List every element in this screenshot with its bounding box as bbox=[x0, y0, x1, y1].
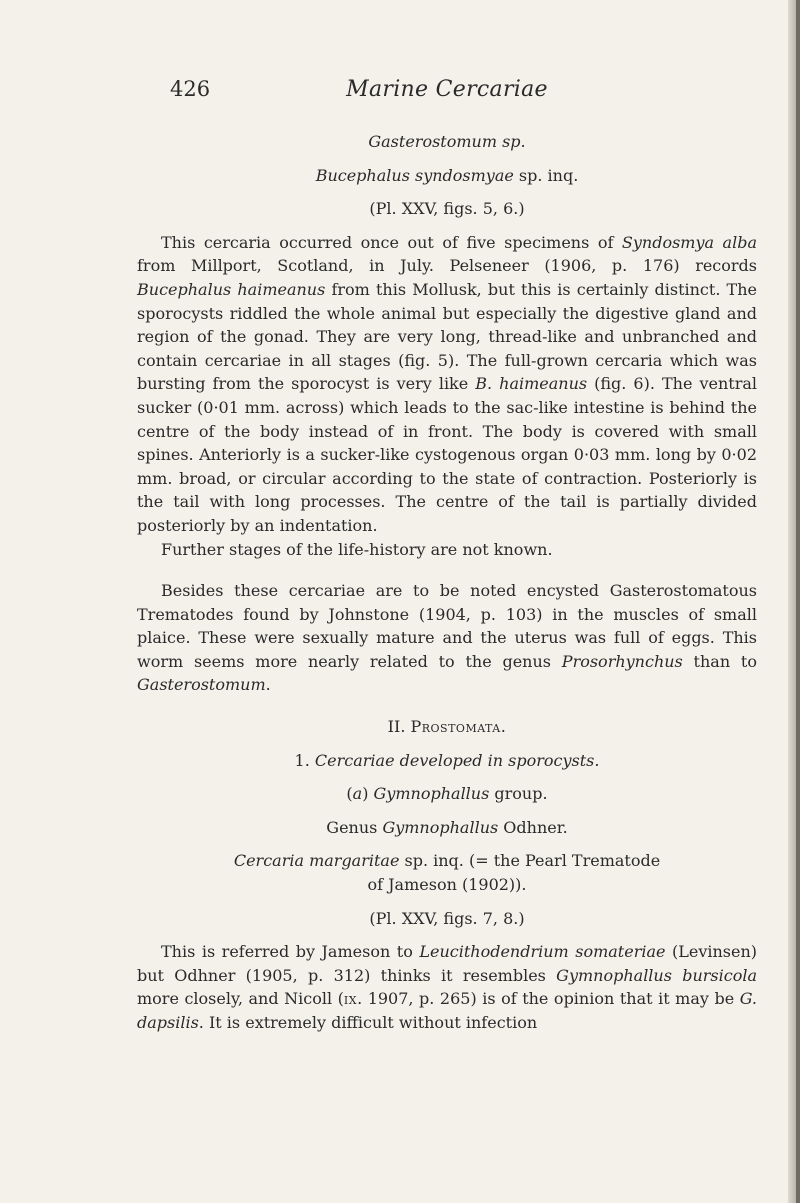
paragraph-encysted: Besides these cercariae are to be noted encysted Gasterostomatous Trematodes found by Johnstone (1904, p. 103) in the muscles of small plaice. These were sexually mature and the uterus was full of eggs. This worm seems more nearly related to the genus Prosorhynchus than to Gasterostomum. bbox=[137, 581, 757, 695]
plate-reference: (Pl. XXV, figs. 7, 8.) bbox=[369, 908, 525, 928]
page-header bbox=[137, 78, 757, 108]
species-heading: Bucephalus syndosmyae sp. inq. bbox=[315, 165, 579, 185]
species-line-continuation: of Jameson (1902)). bbox=[367, 875, 527, 895]
subsection-heading: 1. Cercariae developed in sporocysts. bbox=[294, 750, 600, 770]
page-number: 426 bbox=[170, 77, 211, 101]
paragraph-description: This cercaria occurred once out of five specimens of Syndosmya alba from Millport, Scotland, in July. Pelseneer (1906, p. 176) records Bucephalus haimeanus from this Mollusk, but this is certainly distinct. The sporocysts riddled the whole animal but especially the digestive gland and region of the gonad. They are very long, thread-like and unbranched and contain cercariae in all stages (fig. 5). The full-grown cercaria which was bursting from the sporocyst is very like B. haimeanus (fig. 6). The ventral sucker (0·01 mm. across) which leads to the sac-like intestine is behind the centre of the body instead of in front. The body is covered with small spines. Anteriorly is a sucker-like cystogenous organ 0·03 mm. long by 0·02 mm. broad, or circular according to the state of contraction. Posteriorly is the tail with long processes. The centre of the tail is partially divided posteriorly by an indentation. bbox=[137, 232, 757, 535]
running-title: Marine Cercariae bbox=[346, 77, 548, 102]
spacer bbox=[137, 697, 757, 715]
paragraph-life-history: Further stages of the life-history are not known. bbox=[161, 539, 553, 559]
paragraph-margaritae: This is referred by Jameson to Leucithodendrium somateriae (Levinsen) but Odhner (1905, p. 312) thinks it resembles Gymnophallus bursicola more closely, and Nicoll (ix. 1907, p. 265) is of the opinion that it may be G. dapsilis. It is extremely difficult without infection bbox=[137, 942, 758, 1032]
genus-line: Genus Gymnophallus Odhner. bbox=[326, 817, 568, 837]
page-content bbox=[137, 78, 757, 1035]
species-line: Cercaria margaritae sp. inq. (= the Pearl Trematode bbox=[233, 851, 661, 871]
section-heading: II. Prostomata. bbox=[387, 717, 507, 737]
page-edge-binding bbox=[796, 0, 800, 1203]
group-heading: (a) Gymnophallus group. bbox=[346, 784, 548, 804]
spacer bbox=[137, 561, 757, 579]
genus-heading: Gasterostomum sp. bbox=[368, 132, 526, 151]
plate-reference: (Pl. XXV, figs. 5, 6.) bbox=[369, 199, 525, 219]
